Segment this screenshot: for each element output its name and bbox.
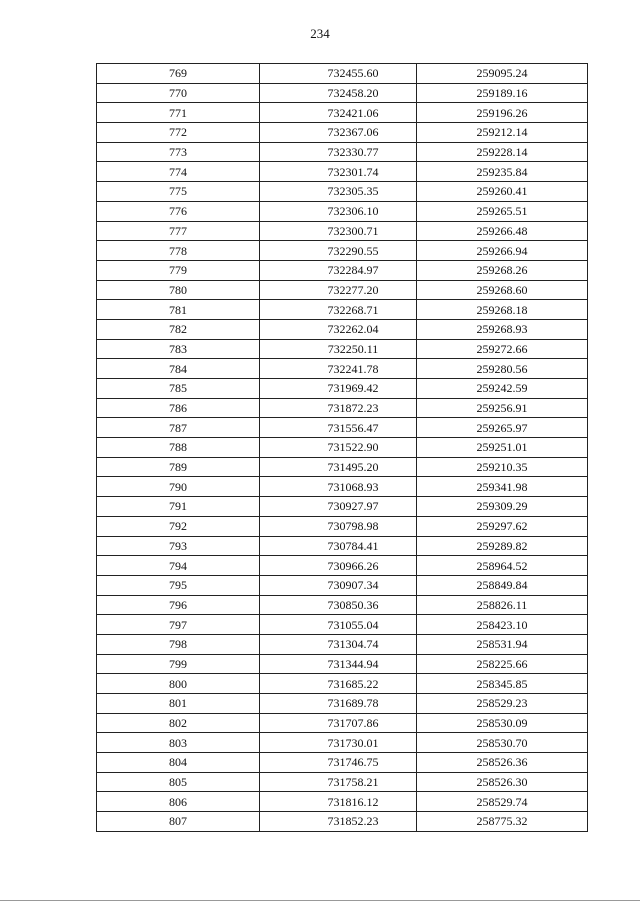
y-coordinate-cell: 259228.14 (417, 142, 588, 162)
table-row (97, 221, 588, 241)
point-number-cell: 773 (97, 142, 260, 162)
x-coordinate-cell: 731055.04 (260, 615, 417, 635)
table-row (97, 595, 588, 615)
x-coordinate-cell: 731707.86 (260, 713, 417, 733)
x-coordinate-cell: 732284.97 (260, 260, 417, 280)
y-coordinate-cell: 258526.30 (417, 772, 588, 792)
table-row (97, 615, 588, 635)
y-coordinate-cell: 258849.84 (417, 575, 588, 595)
table-row (97, 162, 588, 182)
point-number-cell: 786 (97, 398, 260, 418)
x-coordinate-cell: 731730.01 (260, 733, 417, 753)
y-coordinate-cell: 258964.52 (417, 556, 588, 576)
x-coordinate-cell: 732250.11 (260, 339, 417, 359)
y-coordinate-cell: 259189.16 (417, 83, 588, 103)
x-coordinate-cell: 731816.12 (260, 792, 417, 812)
point-number-cell: 779 (97, 260, 260, 280)
y-coordinate-cell: 258225.66 (417, 654, 588, 674)
y-coordinate-cell: 258826.11 (417, 595, 588, 615)
point-number-cell: 792 (97, 516, 260, 536)
y-coordinate-cell: 259341.98 (417, 477, 588, 497)
table-row (97, 575, 588, 595)
point-number-cell: 807 (97, 812, 260, 832)
y-coordinate-cell: 259266.94 (417, 241, 588, 261)
point-number-cell: 785 (97, 379, 260, 399)
x-coordinate-cell: 732305.35 (260, 182, 417, 202)
point-number-cell: 802 (97, 713, 260, 733)
point-number-cell: 771 (97, 103, 260, 123)
point-number-cell: 772 (97, 123, 260, 143)
table-row (97, 654, 588, 674)
point-number-cell: 781 (97, 300, 260, 320)
bottom-rule (0, 900, 640, 901)
point-number-cell: 794 (97, 556, 260, 576)
x-coordinate-cell: 730784.41 (260, 536, 417, 556)
x-coordinate-cell: 731344.94 (260, 654, 417, 674)
y-coordinate-cell: 259266.48 (417, 221, 588, 241)
x-coordinate-cell: 732455.60 (260, 64, 417, 84)
point-number-cell: 793 (97, 536, 260, 556)
y-coordinate-cell: 259265.51 (417, 201, 588, 221)
x-coordinate-cell: 732306.10 (260, 201, 417, 221)
y-coordinate-cell: 259268.60 (417, 280, 588, 300)
table-row (97, 123, 588, 143)
table-row (97, 634, 588, 654)
point-number-cell: 797 (97, 615, 260, 635)
table-row (97, 497, 588, 517)
x-coordinate-cell: 732367.06 (260, 123, 417, 143)
x-coordinate-cell: 731746.75 (260, 753, 417, 773)
coordinates-table (96, 63, 588, 832)
x-coordinate-cell: 732262.04 (260, 319, 417, 339)
y-coordinate-cell: 259268.26 (417, 260, 588, 280)
x-coordinate-cell: 732268.71 (260, 300, 417, 320)
x-coordinate-cell: 732301.74 (260, 162, 417, 182)
table-row (97, 83, 588, 103)
y-coordinate-cell: 259265.97 (417, 418, 588, 438)
page-number: 234 (310, 26, 330, 41)
table-row (97, 201, 588, 221)
x-coordinate-cell: 732330.77 (260, 142, 417, 162)
table-row (97, 359, 588, 379)
point-number-cell: 801 (97, 694, 260, 714)
x-coordinate-cell: 732421.06 (260, 103, 417, 123)
y-coordinate-cell: 259235.84 (417, 162, 588, 182)
x-coordinate-cell: 730850.36 (260, 595, 417, 615)
point-number-cell: 788 (97, 438, 260, 458)
table-row (97, 516, 588, 536)
table-row (97, 241, 588, 261)
table-row (97, 733, 588, 753)
x-coordinate-cell: 731556.47 (260, 418, 417, 438)
table-row (97, 477, 588, 497)
y-coordinate-cell: 259297.62 (417, 516, 588, 536)
x-coordinate-cell: 731969.42 (260, 379, 417, 399)
x-coordinate-cell: 732241.78 (260, 359, 417, 379)
point-number-cell: 783 (97, 339, 260, 359)
coordinates-table-body (97, 64, 588, 832)
point-number-cell: 784 (97, 359, 260, 379)
table-row (97, 339, 588, 359)
y-coordinate-cell: 258526.36 (417, 753, 588, 773)
table-row (97, 300, 588, 320)
y-coordinate-cell: 258775.32 (417, 812, 588, 832)
table-row (97, 457, 588, 477)
table-row (97, 260, 588, 280)
y-coordinate-cell: 258423.10 (417, 615, 588, 635)
point-number-cell: 803 (97, 733, 260, 753)
y-coordinate-cell: 259256.91 (417, 398, 588, 418)
x-coordinate-cell: 730927.97 (260, 497, 417, 517)
x-coordinate-cell: 731068.93 (260, 477, 417, 497)
x-coordinate-cell: 731689.78 (260, 694, 417, 714)
y-coordinate-cell: 259212.14 (417, 123, 588, 143)
table-row (97, 379, 588, 399)
x-coordinate-cell: 731758.21 (260, 772, 417, 792)
x-coordinate-cell: 730798.98 (260, 516, 417, 536)
table-row (97, 556, 588, 576)
table-row (97, 694, 588, 714)
x-coordinate-cell: 731495.20 (260, 457, 417, 477)
point-number-cell: 800 (97, 674, 260, 694)
y-coordinate-cell: 259289.82 (417, 536, 588, 556)
y-coordinate-cell: 258345.85 (417, 674, 588, 694)
x-coordinate-cell: 732458.20 (260, 83, 417, 103)
point-number-cell: 782 (97, 319, 260, 339)
table-row (97, 103, 588, 123)
table-row (97, 142, 588, 162)
point-number-cell: 776 (97, 201, 260, 221)
point-number-cell: 769 (97, 64, 260, 84)
x-coordinate-cell: 732290.55 (260, 241, 417, 261)
table-row (97, 182, 588, 202)
y-coordinate-cell: 258529.74 (417, 792, 588, 812)
y-coordinate-cell: 259242.59 (417, 379, 588, 399)
y-coordinate-cell: 259268.18 (417, 300, 588, 320)
y-coordinate-cell: 258530.09 (417, 713, 588, 733)
x-coordinate-cell: 731304.74 (260, 634, 417, 654)
x-coordinate-cell: 732300.71 (260, 221, 417, 241)
table-row (97, 536, 588, 556)
table-row (97, 674, 588, 694)
y-coordinate-cell: 258529.23 (417, 694, 588, 714)
x-coordinate-cell: 731872.23 (260, 398, 417, 418)
point-number-cell: 780 (97, 280, 260, 300)
y-coordinate-cell: 259268.93 (417, 319, 588, 339)
table-row (97, 398, 588, 418)
y-coordinate-cell: 259196.26 (417, 103, 588, 123)
point-number-cell: 804 (97, 753, 260, 773)
point-number-cell: 795 (97, 575, 260, 595)
point-number-cell: 791 (97, 497, 260, 517)
table-row (97, 772, 588, 792)
x-coordinate-cell: 730966.26 (260, 556, 417, 576)
point-number-cell: 798 (97, 634, 260, 654)
point-number-cell: 799 (97, 654, 260, 674)
x-coordinate-cell: 731685.22 (260, 674, 417, 694)
table-row (97, 64, 588, 84)
point-number-cell: 777 (97, 221, 260, 241)
point-number-cell: 805 (97, 772, 260, 792)
x-coordinate-cell: 730907.34 (260, 575, 417, 595)
table-row (97, 753, 588, 773)
table-row (97, 418, 588, 438)
point-number-cell: 806 (97, 792, 260, 812)
table-row (97, 438, 588, 458)
point-number-cell: 770 (97, 83, 260, 103)
y-coordinate-cell: 259272.66 (417, 339, 588, 359)
point-number-cell: 790 (97, 477, 260, 497)
table-row (97, 812, 588, 832)
x-coordinate-cell: 731852.23 (260, 812, 417, 832)
y-coordinate-cell: 259210.35 (417, 457, 588, 477)
point-number-cell: 775 (97, 182, 260, 202)
y-coordinate-cell: 258530.70 (417, 733, 588, 753)
table-row (97, 792, 588, 812)
y-coordinate-cell: 259251.01 (417, 438, 588, 458)
x-coordinate-cell: 731522.90 (260, 438, 417, 458)
point-number-cell: 787 (97, 418, 260, 438)
y-coordinate-cell: 259309.29 (417, 497, 588, 517)
y-coordinate-cell: 259260.41 (417, 182, 588, 202)
point-number-cell: 778 (97, 241, 260, 261)
point-number-cell: 774 (97, 162, 260, 182)
x-coordinate-cell: 732277.20 (260, 280, 417, 300)
point-number-cell: 789 (97, 457, 260, 477)
table-row (97, 280, 588, 300)
y-coordinate-cell: 259280.56 (417, 359, 588, 379)
y-coordinate-cell: 258531.94 (417, 634, 588, 654)
y-coordinate-cell: 259095.24 (417, 64, 588, 84)
point-number-cell: 796 (97, 595, 260, 615)
table-row (97, 319, 588, 339)
table-row (97, 713, 588, 733)
